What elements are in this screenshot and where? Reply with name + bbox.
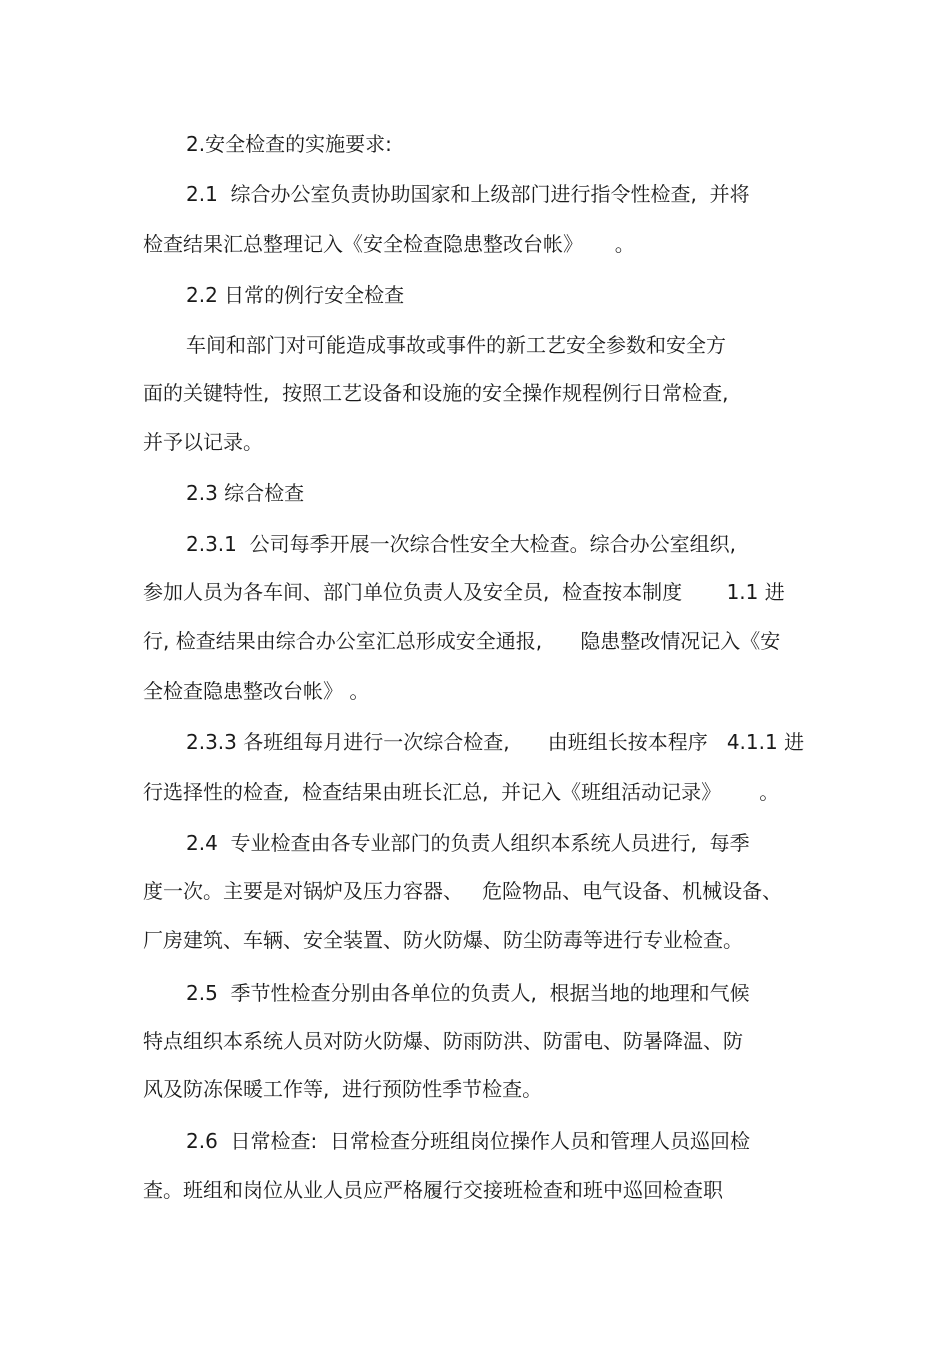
paragraph-2-2-line-3: 并予以记录。 xyxy=(143,430,263,454)
paragraph-2-5-line-3: 风及防冻保暖工作等, 进行预防性季节检查。 xyxy=(143,1077,543,1101)
paragraph-2-3-3-line-1: 2.3.3 各班组每月进行一次综合检查, 由班组长按本程序 4.1.1 进 xyxy=(186,730,805,754)
paragraph-2-5-line-1: 2.5 季节性检查分别由各单位的负责人, 根据当地的地理和气候 xyxy=(186,981,750,1005)
paragraph-2-3-1-line-1: 2.3.1 公司每季开展一次综合性安全大检查。综合办公室组织, xyxy=(186,532,736,556)
paragraph-2-2-line-2: 面的关键特性, 按照工艺设备和设施的安全操作规程例行日常检查, xyxy=(143,381,729,405)
paragraph-2-4-line-2: 度一次。主要是对锅炉及压力容器、 危险物品、电气设备、机械设备、 xyxy=(143,879,783,903)
paragraph-2-3-1-line-4: 全检查隐患整改台帐》 。 xyxy=(143,679,370,703)
paragraph-2-3-3-line-2: 行选择性的检查, 检查结果由班长汇总, 并记入《班组活动记录》 。 xyxy=(143,780,780,804)
paragraph-2-6-line-1: 2.6 日常检查: 日常检查分班组岗位操作人员和管理人员巡回检 xyxy=(186,1129,750,1153)
paragraph-2-3-1-line-3: 行, 检查结果由综合办公室汇总形成安全通报, 隐患整改情况记入《安 xyxy=(143,629,781,653)
paragraph-2-1-line-2: 检查结果汇总整理记入《安全检查隐患整改台帐》 。 xyxy=(143,232,635,256)
paragraph-2-4-line-3: 厂房建筑、车辆、安全装置、防火防爆、防尘防毒等进行专业检查。 xyxy=(143,928,743,952)
paragraph-2-2-line-1: 车间和部门对可能造成事故或事件的新工艺安全参数和安全方 xyxy=(186,333,726,357)
paragraph-2-1-line-1: 2.1 综合办公室负责协助国家和上级部门进行指令性检查, 并将 xyxy=(186,182,750,206)
paragraph-2-4-line-1: 2.4 专业检查由各专业部门的负责人组织本系统人员进行, 每季 xyxy=(186,831,750,855)
paragraph-2-6-line-2: 查。班组和岗位从业人员应严格履行交接班检查和班中巡回检查职 xyxy=(143,1178,723,1202)
paragraph-2-3-1-line-2: 参加人员为各车间、部门单位负责人及安全员, 检查按本制度 1.1 进 xyxy=(143,580,785,604)
section-heading-2: 2.安全检查的实施要求: xyxy=(186,132,392,156)
section-heading-2-2: 2.2 日常的例行安全检查 xyxy=(186,283,405,307)
paragraph-2-5-line-2: 特点组织本系统人员对防火防爆、防雨防洪、防雷电、防暑降温、防 xyxy=(143,1029,743,1053)
section-heading-2-3: 2.3 综合检查 xyxy=(186,481,305,505)
